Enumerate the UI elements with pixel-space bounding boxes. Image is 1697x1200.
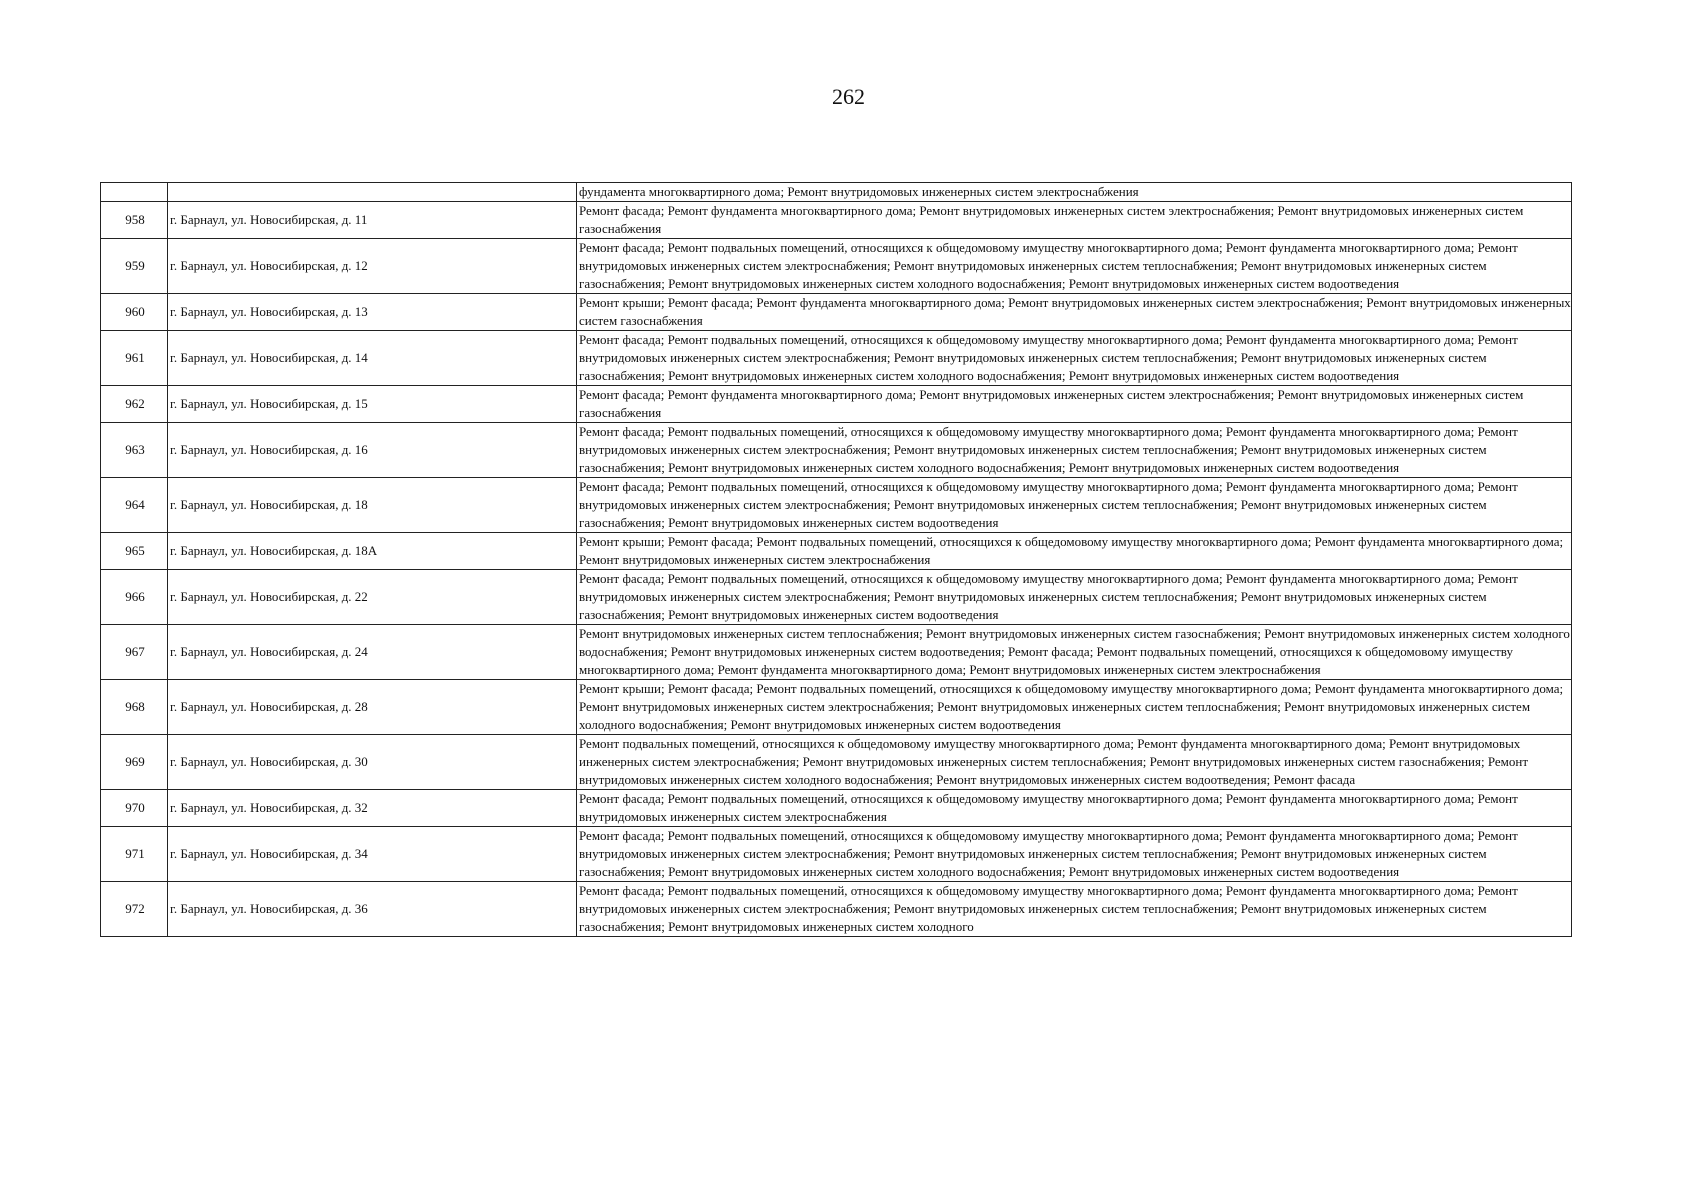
table-body <box>101 183 1572 937</box>
row-address: г. Барнаул, ул. Новосибирская, д. 28 <box>168 680 577 735</box>
row-works: Ремонт внутридомовых инженерных систем теплоснабжения; Ремонт внутридомовых инженерных систем газоснабжения; Ремонт внутридомовых инженерных систем холодного водоснабжения; Ремонт внутридомовых инженерных систем водоотведения; Ремонт фасада; Ремонт подвальных помещений, относящихся к общедомовому имуществу многоквартирного дома; Ремонт фундамента многоквартирного дома; Ремонт внутридомовых инженерных систем электроснабжения <box>577 625 1572 680</box>
row-works: Ремонт крыши; Ремонт фасада; Ремонт фундамента многоквартирного дома; Ремонт внутридомовых инженерных систем электроснабжения; Ремонт внутридомовых инженерных систем газоснабжения <box>577 294 1572 331</box>
table-row <box>101 570 1572 625</box>
row-number: 959 <box>101 239 168 294</box>
row-works: Ремонт фасада; Ремонт подвальных помещений, относящихся к общедомовому имуществу многоквартирного дома; Ремонт фундамента многоквартирного дома; Ремонт внутридомовых инженерных систем электроснабжения; Ремонт внутридомовых инженерных систем теплоснабжения; Ремонт внутридомовых инженерных систем газоснабжения; Ремонт внутридомовых инженерных систем водоотведения <box>577 478 1572 533</box>
table-row <box>101 827 1572 882</box>
row-works: Ремонт фасада; Ремонт подвальных помещений, относящихся к общедомовому имуществу многоквартирного дома; Ремонт фундамента многоквартирного дома; Ремонт внутридомовых инженерных систем электроснабжения; Ремонт внутридомовых инженерных систем теплоснабжения; Ремонт внутридомовых инженерных систем газоснабжения; Ремонт внутридомовых инженерных систем холодного водоснабжения; Ремонт внутридомовых инженерных систем водоотведения <box>577 827 1572 882</box>
row-address: г. Барнаул, ул. Новосибирская, д. 18 <box>168 478 577 533</box>
row-number: 964 <box>101 478 168 533</box>
table-row <box>101 625 1572 680</box>
row-address <box>168 183 577 202</box>
row-works: Ремонт фасада; Ремонт подвальных помещений, относящихся к общедомовому имуществу многоквартирного дома; Ремонт фундамента многоквартирного дома; Ремонт внутридомовых инженерных систем электроснабжения; Ремонт внутридомовых инженерных систем теплоснабжения; Ремонт внутридомовых инженерных систем газоснабжения; Ремонт внутридомовых инженерных систем холодного водоснабжения; Ремонт внутридомовых инженерных систем водоотведения <box>577 331 1572 386</box>
table-row <box>101 202 1572 239</box>
row-number <box>101 183 168 202</box>
row-address: г. Барнаул, ул. Новосибирская, д. 24 <box>168 625 577 680</box>
table-row <box>101 239 1572 294</box>
table-row-continuation <box>101 183 1572 202</box>
row-address: г. Барнаул, ул. Новосибирская, д. 18А <box>168 533 577 570</box>
row-address: г. Барнаул, ул. Новосибирская, д. 13 <box>168 294 577 331</box>
row-address: г. Барнаул, ул. Новосибирская, д. 34 <box>168 827 577 882</box>
row-works: Ремонт фасада; Ремонт фундамента многоквартирного дома; Ремонт внутридомовых инженерных систем электроснабжения; Ремонт внутридомовых инженерных систем газоснабжения <box>577 386 1572 423</box>
row-works: Ремонт крыши; Ремонт фасада; Ремонт подвальных помещений, относящихся к общедомовому имуществу многоквартирного дома; Ремонт фундамента многоквартирного дома; Ремонт внутридомовых инженерных систем электроснабжения <box>577 533 1572 570</box>
row-address: г. Барнаул, ул. Новосибирская, д. 22 <box>168 570 577 625</box>
row-works: Ремонт подвальных помещений, относящихся к общедомовому имуществу многоквартирного дома; Ремонт фундамента многоквартирного дома; Ремонт внутридомовых инженерных систем электроснабжения; Ремонт внутридомовых инженерных систем теплоснабжения; Ремонт внутридомовых инженерных систем газоснабжения; Ремонт внутридомовых инженерных систем холодного водоснабжения; Ремонт внутридомовых инженерных систем водоотведения; Ремонт фасада <box>577 735 1572 790</box>
row-address: г. Барнаул, ул. Новосибирская, д. 14 <box>168 331 577 386</box>
row-number: 961 <box>101 331 168 386</box>
row-address: г. Барнаул, ул. Новосибирская, д. 11 <box>168 202 577 239</box>
row-address: г. Барнаул, ул. Новосибирская, д. 30 <box>168 735 577 790</box>
row-address: г. Барнаул, ул. Новосибирская, д. 32 <box>168 790 577 827</box>
row-address: г. Барнаул, ул. Новосибирская, д. 12 <box>168 239 577 294</box>
row-number: 963 <box>101 423 168 478</box>
table-row <box>101 735 1572 790</box>
row-address: г. Барнаул, ул. Новосибирская, д. 36 <box>168 882 577 937</box>
row-number: 958 <box>101 202 168 239</box>
row-address: г. Барнаул, ул. Новосибирская, д. 16 <box>168 423 577 478</box>
table-row <box>101 294 1572 331</box>
row-works: Ремонт фасада; Ремонт подвальных помещений, относящихся к общедомовому имуществу многоквартирного дома; Ремонт фундамента многоквартирного дома; Ремонт внутридомовых инженерных систем электроснабжения; Ремонт внутридомовых инженерных систем теплоснабжения; Ремонт внутридомовых инженерных систем газоснабжения; Ремонт внутридомовых инженерных систем водоотведения <box>577 570 1572 625</box>
row-number: 969 <box>101 735 168 790</box>
row-number: 968 <box>101 680 168 735</box>
row-works: Ремонт крыши; Ремонт фасада; Ремонт подвальных помещений, относящихся к общедомовому имуществу многоквартирного дома; Ремонт фундамента многоквартирного дома; Ремонт внутридомовых инженерных систем электроснабжения; Ремонт внутридомовых инженерных систем теплоснабжения; Ремонт внутридомовых инженерных систем холодного водоснабжения; Ремонт внутридомовых инженерных систем водоотведения <box>577 680 1572 735</box>
table-row <box>101 386 1572 423</box>
page-number: 262 <box>832 84 865 109</box>
table-row <box>101 680 1572 735</box>
row-number: 965 <box>101 533 168 570</box>
row-works: Ремонт фасада; Ремонт фундамента многоквартирного дома; Ремонт внутридомовых инженерных систем электроснабжения; Ремонт внутридомовых инженерных систем газоснабжения <box>577 202 1572 239</box>
row-works: Ремонт фасада; Ремонт подвальных помещений, относящихся к общедомовому имуществу многоквартирного дома; Ремонт фундамента многоквартирного дома; Ремонт внутридомовых инженерных систем электроснабжения <box>577 790 1572 827</box>
row-number: 971 <box>101 827 168 882</box>
row-works: Ремонт фасада; Ремонт подвальных помещений, относящихся к общедомовому имуществу многоквартирного дома; Ремонт фундамента многоквартирного дома; Ремонт внутридомовых инженерных систем электроснабжения; Ремонт внутридомовых инженерных систем теплоснабжения; Ремонт внутридомовых инженерных систем газоснабжения; Ремонт внутридомовых инженерных систем холодного <box>577 882 1572 937</box>
table-row <box>101 533 1572 570</box>
row-number: 972 <box>101 882 168 937</box>
table-row <box>101 331 1572 386</box>
row-works: Ремонт фасада; Ремонт подвальных помещений, относящихся к общедомовому имуществу многоквартирного дома; Ремонт фундамента многоквартирного дома; Ремонт внутридомовых инженерных систем электроснабжения; Ремонт внутридомовых инженерных систем теплоснабжения; Ремонт внутридомовых инженерных систем газоснабжения; Ремонт внутридомовых инженерных систем холодного водоснабжения; Ремонт внутридомовых инженерных систем водоотведения <box>577 423 1572 478</box>
table-row <box>101 423 1572 478</box>
row-number: 962 <box>101 386 168 423</box>
table-row <box>101 790 1572 827</box>
row-works: Ремонт фасада; Ремонт подвальных помещений, относящихся к общедомовому имуществу многоквартирного дома; Ремонт фундамента многоквартирного дома; Ремонт внутридомовых инженерных систем электроснабжения; Ремонт внутридомовых инженерных систем теплоснабжения; Ремонт внутридомовых инженерных систем газоснабжения; Ремонт внутридомовых инженерных систем холодного водоснабжения; Ремонт внутридомовых инженерных систем водоотведения <box>577 239 1572 294</box>
row-number: 966 <box>101 570 168 625</box>
row-works: фундамента многоквартирного дома; Ремонт внутридомовых инженерных систем электроснабжения <box>577 183 1572 202</box>
row-address: г. Барнаул, ул. Новосибирская, д. 15 <box>168 386 577 423</box>
table-row <box>101 478 1572 533</box>
table-row <box>101 882 1572 937</box>
row-number: 960 <box>101 294 168 331</box>
row-number: 967 <box>101 625 168 680</box>
repair-works-table <box>100 182 1572 937</box>
row-number: 970 <box>101 790 168 827</box>
